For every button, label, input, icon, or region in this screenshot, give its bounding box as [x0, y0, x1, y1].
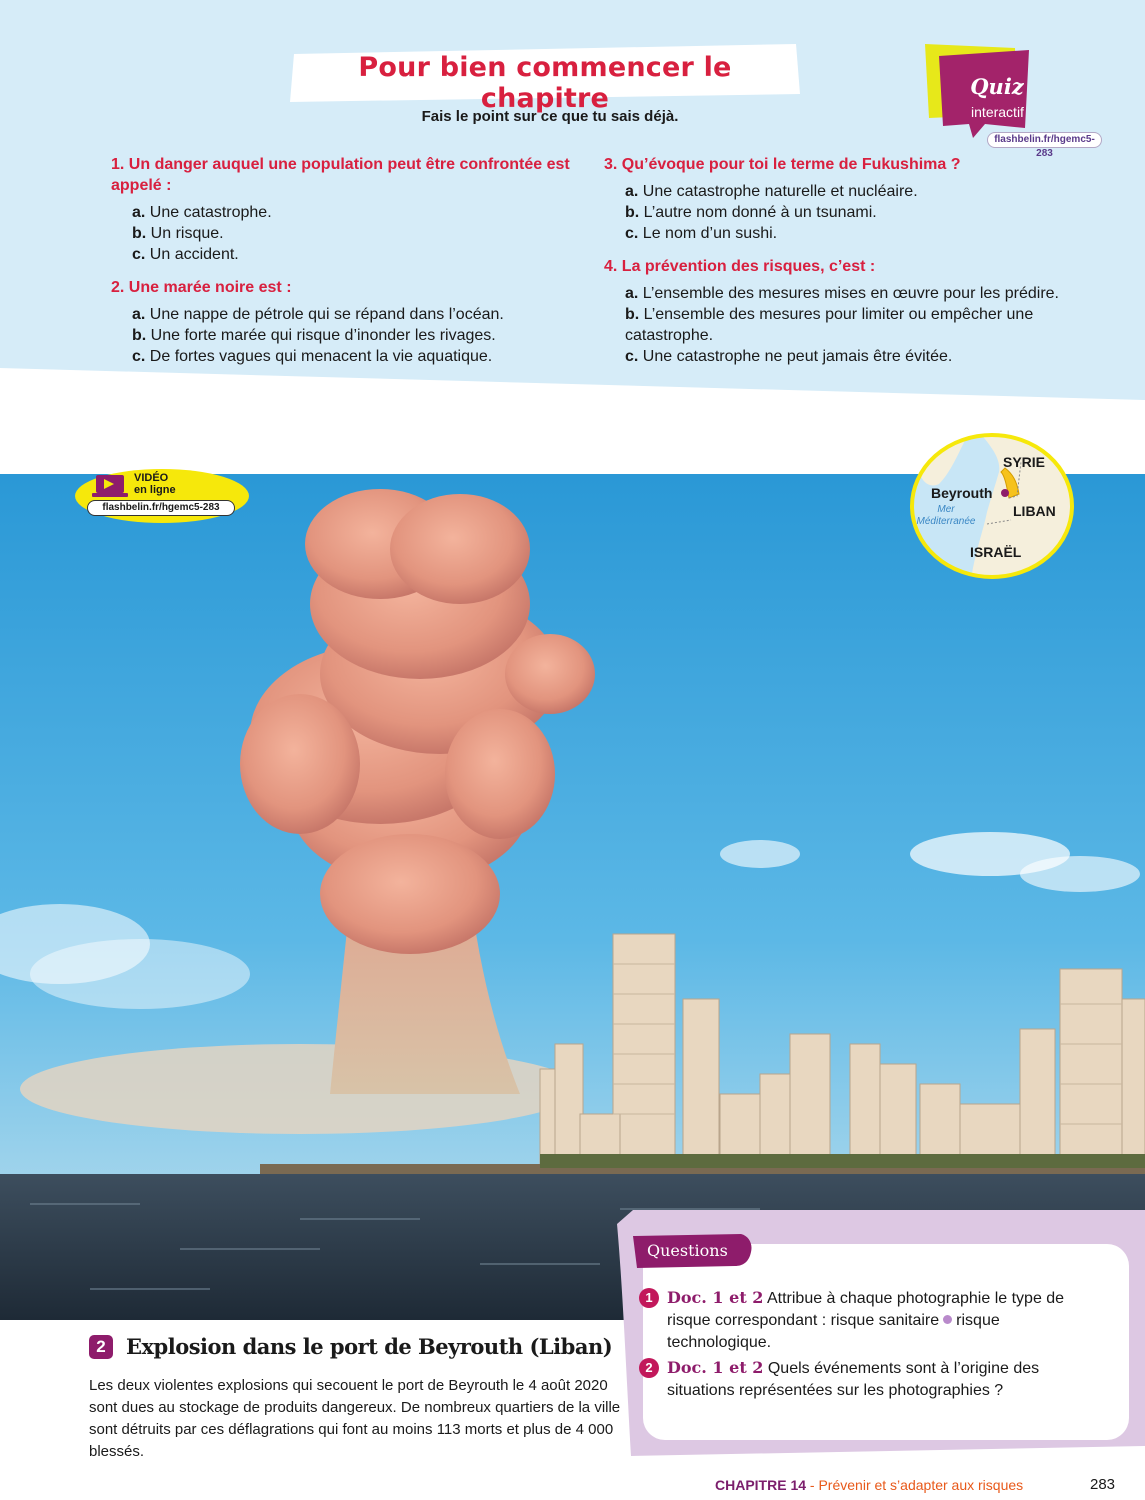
question-1-heading: 1. Un danger auquel une population peut être confrontée est appelé : [111, 156, 570, 194]
question-number: 1 [639, 1288, 659, 1308]
option[interactable]: a. Une nappe de pétrole qui se répand dans l’océan. [132, 306, 504, 323]
document-title: Explosion dans le port de Beyrouth (Liban) [126, 1334, 613, 1359]
option[interactable]: c. De fortes vagues qui menacent la vie aquatique. [132, 348, 493, 365]
doc-reference: Doc. 1 et 2 [667, 1358, 764, 1377]
bullet-dot-icon [943, 1315, 952, 1324]
question-2-options [132, 304, 591, 367]
quiz-column-right [604, 154, 1084, 379]
locator-map [909, 432, 1075, 580]
footer-theme: - Prévenir et s’adapter aux risques [809, 1477, 1024, 1493]
question-item-1: 1 Doc. 1 et 2 Attribue à chaque photographie le type de risque correspondant : risque sanitaire risque technologique. [667, 1287, 1067, 1354]
quiz-sub: interactif [971, 104, 1024, 120]
option[interactable]: b. Un risque. [132, 225, 224, 242]
question-1-options [132, 202, 591, 265]
page-footer [715, 1477, 1023, 1493]
question-3-heading: 3. Qu’évoque pour toi le terme de Fukushima ? [604, 156, 961, 173]
document-caption: Les deux violentes explosions qui secouent le port de Beyrouth le 4 août 2020 sont dues au stockage de produits dangereux. De nombreux quartiers de la ville sont détruits par ces déflagrations qui font au moins 113 morts et plus de 4 000 blessés. [89, 1377, 621, 1460]
quiz-interactif-badge[interactable] [925, 44, 1105, 159]
quiz-title: Pour bien commencer le chapitre [358, 52, 732, 114]
option[interactable]: b. Une forte marée qui risque d’inonder les rivages. [132, 327, 496, 344]
laptop-icon [92, 475, 128, 497]
video-link[interactable]: flashbelin.fr/hgemc5-283 [87, 500, 235, 516]
question-4-options [625, 283, 1065, 367]
document-number-badge: 2 [89, 1335, 113, 1359]
option[interactable]: b. L’autre nom donné à un tsunami. [625, 204, 877, 221]
option[interactable]: c. Un accident. [132, 246, 239, 263]
quiz-column-left [111, 154, 591, 379]
map-label-israel: ISRAËL [970, 544, 1022, 560]
option[interactable]: b. L’ensemble des mesures pour limiter ou empêcher une catastrophe. [625, 306, 1034, 344]
questions-box [617, 1210, 1145, 1456]
option[interactable]: a. L’ensemble des mesures mises en œuvre pour les prédire. [625, 285, 1059, 302]
quiz-section [0, 0, 1145, 400]
beirut-explosion-photo [0, 474, 1145, 1320]
video-title: VIDÉO en ligne [134, 472, 176, 496]
doc-reference: Doc. 1 et 2 [667, 1288, 764, 1307]
map-label-syria: SYRIE [1003, 454, 1046, 470]
questions-tab: Questions [647, 1241, 728, 1260]
video-online-badge[interactable] [74, 468, 250, 524]
quiz-link[interactable]: flashbelin.fr/hgemc5-283 [987, 132, 1102, 148]
quiz-word: Quiz [970, 74, 1024, 99]
option[interactable]: c. Le nom d’un sushi. [625, 225, 778, 242]
option[interactable]: c. Une catastrophe ne peut jamais être évitée. [625, 348, 953, 365]
question-number: 2 [639, 1358, 659, 1378]
option[interactable]: a. Une catastrophe naturelle et nucléaire. [625, 183, 918, 200]
option[interactable]: a. Une catastrophe. [132, 204, 272, 221]
question-2-heading: 2. Une marée noire est : [111, 279, 292, 296]
page-number: 283 [1090, 1476, 1116, 1493]
quiz-subtitle: Fais le point sur ce que tu sais déjà. [421, 108, 679, 125]
map-label-lebanon: LIBAN [1013, 503, 1056, 519]
chapter-start-banner [290, 44, 800, 114]
footer-chapter: CHAPITRE 14 [715, 1477, 807, 1493]
map-label-sea: Mer Méditerranée [916, 504, 976, 527]
map-label-beirut: Beyrouth [931, 485, 993, 501]
question-3-options [625, 181, 1084, 244]
question-4-heading: 4. La prévention des risques, c’est : [604, 258, 876, 275]
question-item-2: 2 Doc. 1 et 2 Quels événements sont à l’origine des situations représentées sur les photographies ? [667, 1357, 1067, 1402]
